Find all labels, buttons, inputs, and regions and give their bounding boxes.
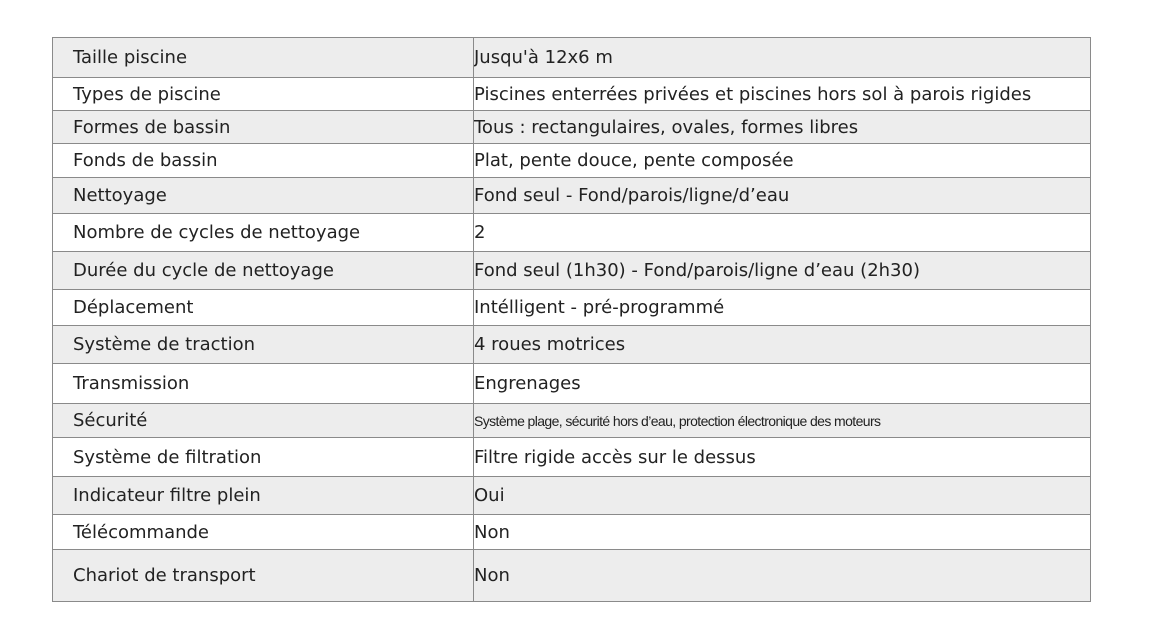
table-row	[53, 404, 1090, 438]
row-value: Tous : rectangulaires, ovales, formes libres	[474, 116, 859, 138]
row-value: 2	[474, 222, 486, 243]
table-row	[53, 144, 1090, 178]
table-row	[53, 550, 1090, 601]
row-value: Filtre rigide accès sur le dessus	[474, 446, 756, 468]
table-row	[53, 438, 1090, 477]
table-row	[53, 290, 1090, 326]
row-label: Transmission	[53, 364, 474, 403]
row-label: Formes de bassin	[53, 111, 474, 143]
table-row	[53, 78, 1090, 111]
table-row	[53, 364, 1090, 404]
table-row	[53, 477, 1090, 515]
table-row	[53, 178, 1090, 214]
row-label: Sécurité	[53, 404, 474, 437]
row-label: Système de traction	[53, 326, 474, 363]
spec-table	[52, 37, 1091, 602]
row-value: Plat, pente douce, pente composée	[474, 150, 794, 171]
row-value: Engrenages	[474, 373, 581, 394]
row-label: Déplacement	[53, 290, 474, 325]
row-value: Non	[474, 521, 510, 543]
row-value: Fond seul - Fond/parois/ligne/d’eau	[474, 185, 790, 206]
row-value: Fond seul (1h30) - Fond/parois/ligne d’eau (2h30)	[474, 260, 920, 281]
row-value: 4 roues motrices	[474, 334, 626, 355]
table-row	[53, 111, 1090, 144]
row-value: Non	[474, 565, 510, 586]
row-label: Nettoyage	[53, 178, 474, 213]
table-row	[53, 515, 1090, 550]
row-value: Piscines enterrées privées et piscines hors sol à parois rigides	[474, 83, 1032, 105]
table-row	[53, 214, 1090, 252]
row-label: Indicateur filtre plein	[53, 477, 474, 514]
row-label: Fonds de bassin	[53, 144, 474, 177]
row-label: Chariot de transport	[53, 550, 474, 601]
row-value: Oui	[474, 485, 505, 506]
table-row	[53, 326, 1090, 364]
row-label: Types de piscine	[53, 78, 474, 110]
row-value: Système plage, sécurité hors d’eau, protection électronique des moteurs	[474, 412, 881, 429]
row-label: Durée du cycle de nettoyage	[53, 252, 474, 289]
row-value: Intélligent - pré-programmé	[474, 297, 725, 318]
row-label: Télécommande	[53, 515, 474, 549]
row-label: Nombre de cycles de nettoyage	[53, 214, 474, 251]
row-value: Jusqu'à 12x6 m	[474, 47, 613, 68]
table-row	[53, 38, 1090, 78]
table-row	[53, 252, 1090, 290]
row-label: Taille piscine	[53, 38, 474, 77]
row-label: Système de filtration	[53, 438, 474, 476]
